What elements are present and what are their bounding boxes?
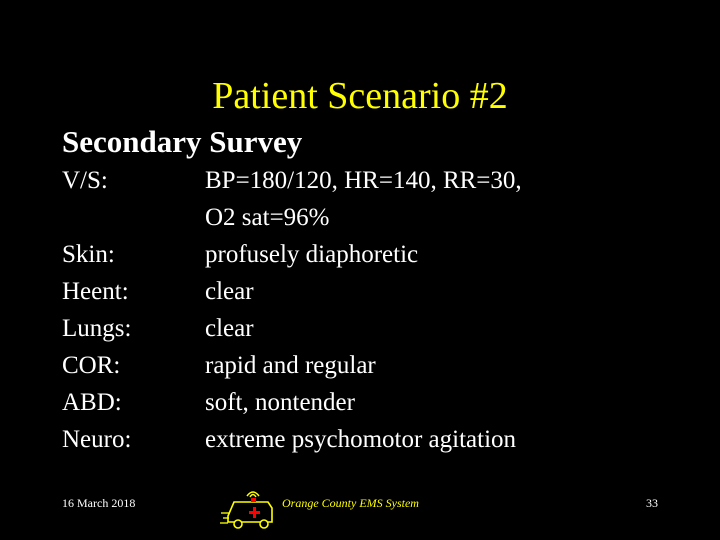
survey-row-skin [0, 236, 720, 273]
survey-label: Lungs: [62, 315, 132, 342]
survey-row-vs [0, 162, 720, 199]
survey-row-heent [0, 273, 720, 310]
survey-row-neuro [0, 421, 720, 458]
survey-row-cor [0, 347, 720, 384]
survey-row-vs-cont [0, 199, 720, 236]
footer-date: 16 March 2018 [62, 496, 136, 510]
survey-value: BP=180/120, HR=140, RR=30, [205, 167, 522, 194]
footer-page-number: 33 [646, 496, 658, 510]
slide-title: Patient Scenario #2 [212, 75, 508, 117]
survey-label: Neuro: [62, 426, 132, 453]
survey-value: clear [205, 315, 254, 342]
footer-organization: Orange County EMS System [282, 496, 419, 510]
survey-label: V/S: [62, 167, 108, 194]
survey-value: profusely diaphoretic [205, 241, 419, 268]
slide-subtitle: Secondary Survey [62, 124, 303, 159]
survey-label: COR: [62, 352, 121, 379]
ambulance-icon [220, 488, 278, 530]
survey-row-abd [0, 384, 720, 421]
survey-value: clear [205, 278, 254, 305]
survey-label: Heent: [62, 278, 129, 305]
survey-row-lungs [0, 310, 720, 347]
survey-label: Skin: [62, 241, 115, 268]
survey-value: O2 sat=96% [205, 204, 330, 231]
survey-value: soft, nontender [205, 389, 355, 416]
survey-value: extreme psychomotor agitation [205, 426, 517, 453]
survey-label: ABD: [62, 389, 122, 416]
survey-value: rapid and regular [205, 352, 376, 379]
